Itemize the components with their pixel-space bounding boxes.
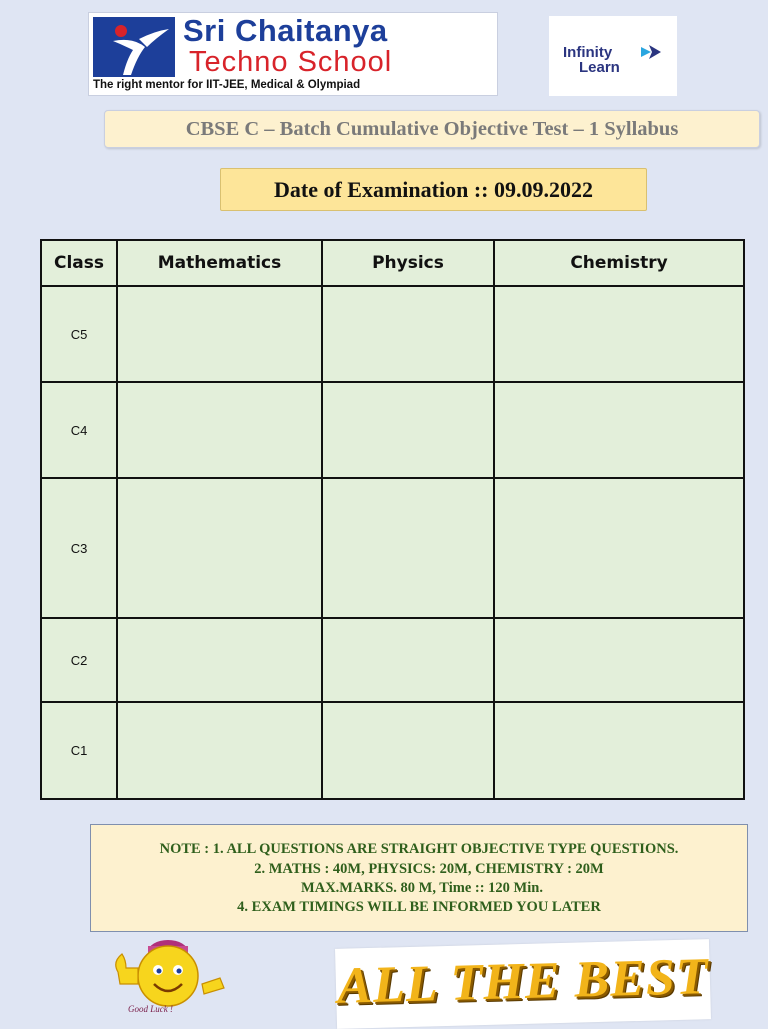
exam-date: Date of Examination :: 09.09.2022 — [220, 168, 647, 211]
physics-cell — [322, 618, 494, 702]
table-header-row — [41, 240, 744, 286]
chemistry-cell — [494, 286, 744, 382]
mathematics-cell — [117, 702, 322, 799]
physics-cell — [322, 478, 494, 618]
table-row — [41, 286, 744, 382]
mathematics-cell — [117, 618, 322, 702]
test-title: CBSE C – Batch Cumulative Objective Test – 1 Syllabus — [104, 110, 760, 148]
class-cell: C1 — [41, 702, 117, 799]
school-subtitle: Techno School — [189, 46, 393, 78]
physics-cell — [322, 702, 494, 799]
class-cell: C2 — [41, 618, 117, 702]
table-row — [41, 478, 744, 618]
good-luck-text: Good Luck ! — [128, 1004, 173, 1014]
header-class: Class — [41, 240, 117, 286]
note-line-1: NOTE : 1. ALL QUESTIONS ARE STRAIGHT OBJECTIVE TYPE QUESTIONS. — [159, 841, 679, 857]
mathematics-cell — [117, 382, 322, 478]
mathematics-cell — [117, 478, 322, 618]
school-tagline: The right mentor for IIT-JEE, Medical & Olympiad — [93, 79, 361, 91]
physics-cell — [322, 382, 494, 478]
chemistry-cell — [494, 618, 744, 702]
school-emblem-icon — [93, 17, 175, 77]
table-row — [41, 382, 744, 478]
note-box — [90, 824, 748, 932]
class-cell: C4 — [41, 382, 117, 478]
mathematics-cell — [117, 286, 322, 382]
arrow-icon — [641, 45, 661, 59]
table-row — [41, 618, 744, 702]
chemistry-cell — [494, 702, 744, 799]
chemistry-cell — [494, 478, 744, 618]
note-line-2: 2. MATHS : 40M, PHYSICS: 20M, CHEMISTRY : 20M — [254, 861, 604, 877]
header-physics: Physics — [322, 240, 494, 286]
school-logo — [88, 12, 498, 96]
physics-cell — [322, 286, 494, 382]
table-row — [41, 702, 744, 799]
note-line-3: MAX.MARKS. 80 M, Time :: 120 Min. — [301, 880, 543, 896]
class-cell: C5 — [41, 286, 117, 382]
all-the-best-text: ALL THE BEST — [336, 948, 710, 1015]
schedule-table — [40, 239, 745, 800]
header-chemistry: Chemistry — [494, 240, 744, 286]
partner-logo-line1: Infinity — [563, 44, 613, 61]
note-line-4: 4. EXAM TIMINGS WILL BE INFORMED YOU LATER — [237, 899, 601, 915]
all-the-best-banner — [335, 939, 711, 1029]
school-name: Sri Chaitanya — [183, 13, 388, 48]
partner-logo-line2: Learn — [579, 59, 620, 76]
header-mathematics: Mathematics — [117, 240, 322, 286]
partner-logo — [549, 16, 677, 96]
class-cell: C3 — [41, 478, 117, 618]
chemistry-cell — [494, 382, 744, 478]
